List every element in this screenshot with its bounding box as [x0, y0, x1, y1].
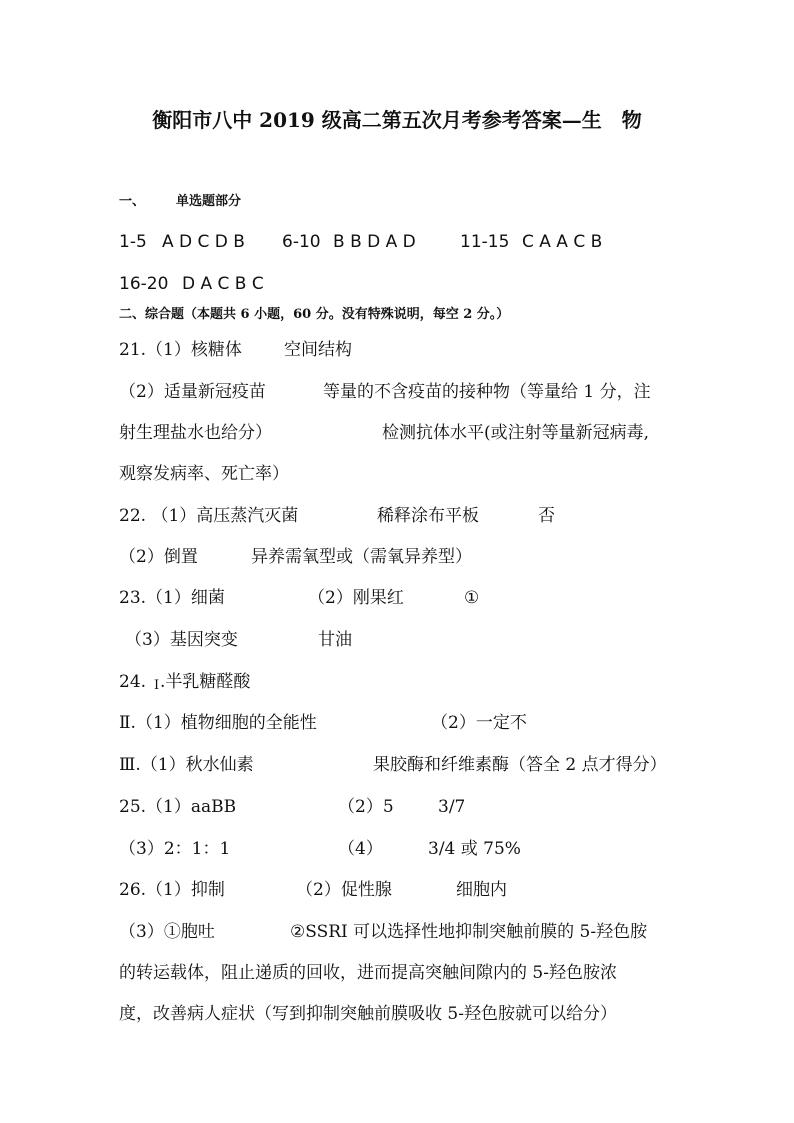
q21-part2-answer3: 检测抗体水平(或注射等量新冠病毒, — [382, 423, 650, 443]
q25-part4-answer: 3/4 或 75% — [428, 839, 521, 859]
answer-range-4: 16-20 — [119, 274, 169, 294]
q25-part1-answer: 25.（1）aaBB — [119, 797, 237, 817]
q25-part4-label: （4） — [338, 839, 383, 859]
q21-part2-answer3-cont: 观察发病率、死亡率） — [119, 464, 289, 484]
section1-number: 一、 — [119, 194, 146, 209]
section2-heading: 二、综合题（本题共 6 小题，60 分。没有特殊说明，每空 2 分。） — [119, 307, 510, 322]
q23-part3-answer2: 甘油 — [318, 630, 352, 650]
q24-part1-answer: .半乳糖醛酸 — [160, 672, 251, 692]
q24-number: 24. — [119, 672, 147, 692]
q26-part3-answer2: ②SSRI 可以选择性地抑制突触前膜的 5-羟色胺 — [290, 922, 648, 942]
q21-part2-note: 射生理盐水也给分） — [119, 423, 272, 443]
q22-part1-answer1: 22. （1）高压蒸汽灭菌 — [119, 506, 299, 526]
answer-range-3: 11-15 — [460, 232, 510, 252]
q25-part2-answer2: 3/7 — [438, 797, 466, 817]
q26-part3-answer2-cont2: 度，改善病人症状（写到抑制突触前膜吸收 5-羟色胺就可以给分） — [119, 1004, 617, 1024]
q21-part1-answer1: 21.（1）核糖体 — [119, 340, 242, 360]
answer-range-1: 1-5 — [119, 232, 147, 252]
q21-part1-answer2: 空间结构 — [284, 340, 352, 360]
q25-part3-answer: （3）2：1：1 — [119, 839, 231, 859]
q23-part1-answer: 23.（1）细菌 — [119, 588, 225, 608]
q22-part1-answer2: 稀释涂布平板 — [377, 506, 479, 526]
answer-keys-4: D A C B C — [182, 274, 264, 294]
answer-keys-2: B B D A D — [333, 232, 416, 252]
q22-part2-answer2: 异养需氧型或（需氧异养型） — [251, 547, 472, 567]
q23-part3-answer1: （3）基因突变 — [125, 630, 238, 650]
q25-part2-answer1: （2）5 — [338, 797, 394, 817]
q23-part2-answer2: ① — [464, 588, 480, 608]
q26-part2-answer2: 细胞内 — [456, 880, 507, 900]
q21-part2-answer2: 等量的不含疫苗的接种物（等量给 1 分，注 — [323, 382, 651, 402]
q24-roman-1: I — [154, 678, 160, 693]
q26-part3-answer1: （3）①胞吐 — [119, 922, 215, 942]
q24-part2-answer2: （2）一定不 — [431, 713, 527, 733]
answer-keys-3: C A A C B — [522, 232, 603, 252]
q23-part2-answer: （2）刚果红 — [308, 588, 404, 608]
q22-part1-answer3: 否 — [538, 506, 555, 526]
page-title: 衡阳市八中 2019 级高二第五次月考参考答案—生 物 — [152, 108, 642, 132]
q21-part2-answer1: （2）适量新冠疫苗 — [119, 382, 266, 402]
q24-part3-answer2: 果胶酶和纤维素酶（答全 2 点才得分） — [373, 755, 667, 775]
q24-part2-answer1: Ⅱ.（1）植物细胞的全能性 — [119, 713, 317, 733]
section1-label: 单选题部分 — [176, 194, 242, 209]
answer-range-2: 6-10 — [282, 232, 321, 252]
q26-part1-answer: 26.（1）抑制 — [119, 880, 225, 900]
q26-part3-answer2-cont1: 的转运载体，阻止递质的回收，进而提高突触间隙内的 5-羟色胺浓 — [119, 963, 617, 983]
answer-keys-1: A D C D B — [162, 232, 245, 252]
q24-part3-answer1: Ⅲ.（1）秋水仙素 — [119, 755, 254, 775]
q22-part2-answer1: （2）倒置 — [119, 547, 198, 567]
q26-part2-answer1: （2）促性腺 — [296, 880, 392, 900]
